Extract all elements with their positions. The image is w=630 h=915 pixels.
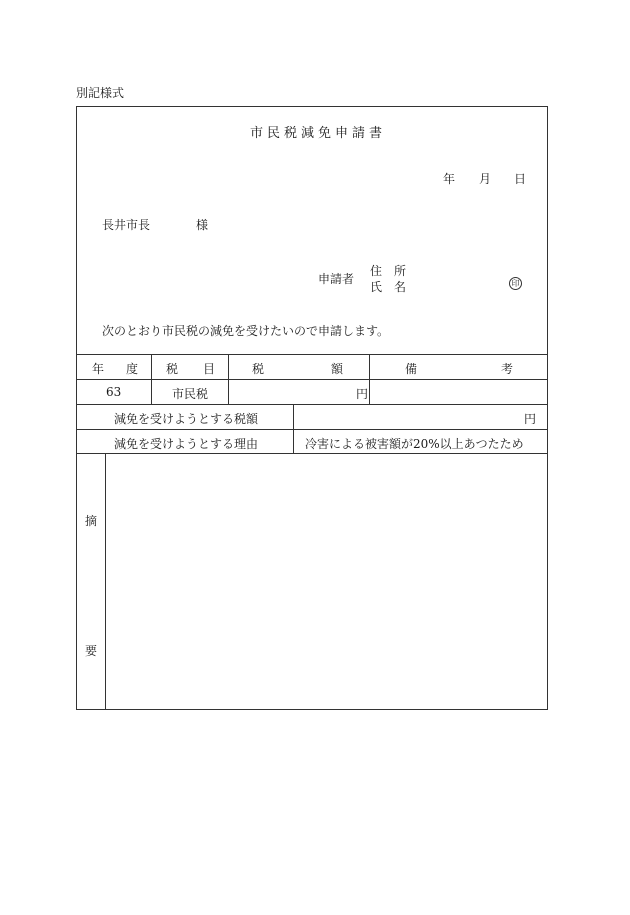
col-divider [369, 354, 370, 404]
row-divider [76, 404, 548, 405]
row-divider [76, 354, 548, 355]
form-label: 別記様式 [76, 86, 125, 100]
col-divider [105, 453, 106, 710]
addressee-honorific: 様 [196, 218, 209, 232]
reason-label: 減免を受けようとする理由 [114, 437, 259, 451]
address-label: 住 所 [370, 264, 407, 278]
reduction-amount-unit: 円 [524, 412, 537, 426]
row-divider [76, 429, 548, 430]
statement: 次のとおり市民税の減免を受けたいので申請します。 [102, 324, 390, 338]
reduction-amount-label: 減免を受けようとする税額 [114, 412, 259, 426]
summary-label-top: 摘 [85, 514, 98, 528]
row-divider [76, 453, 548, 454]
col-divider [228, 354, 229, 404]
reason-value: 冷害による被害額が20%以上あつたため [305, 437, 524, 451]
form-title: 市民税減免申請書 [250, 126, 387, 141]
col-divider [293, 404, 294, 453]
date-day: 日 [514, 172, 527, 186]
header-remarks-b: 考 [501, 362, 514, 376]
header-year-b: 度 [126, 362, 139, 376]
date-month: 月 [479, 172, 492, 186]
header-item-b: 目 [203, 362, 216, 376]
header-amount-b: 額 [331, 362, 344, 376]
cell-year: 63 [106, 385, 122, 399]
form-frame [76, 106, 548, 710]
header-remarks-a: 備 [405, 362, 418, 376]
name-label: 氏 名 [370, 280, 407, 294]
header-item-a: 税 [166, 362, 179, 376]
applicant-label: 申請者 [318, 272, 355, 286]
header-amount-a: 税 [252, 362, 265, 376]
addressee-name: 長井市長 [102, 218, 151, 232]
row-divider [76, 379, 548, 380]
col-divider [151, 354, 152, 404]
header-year-a: 年 [92, 362, 105, 376]
summary-label-bottom: 要 [85, 644, 98, 658]
seal-mark: 印 [509, 277, 522, 290]
date-year: 年 [443, 172, 456, 186]
cell-item: 市民税 [172, 387, 209, 401]
cell-amount-unit: 円 [356, 387, 369, 401]
